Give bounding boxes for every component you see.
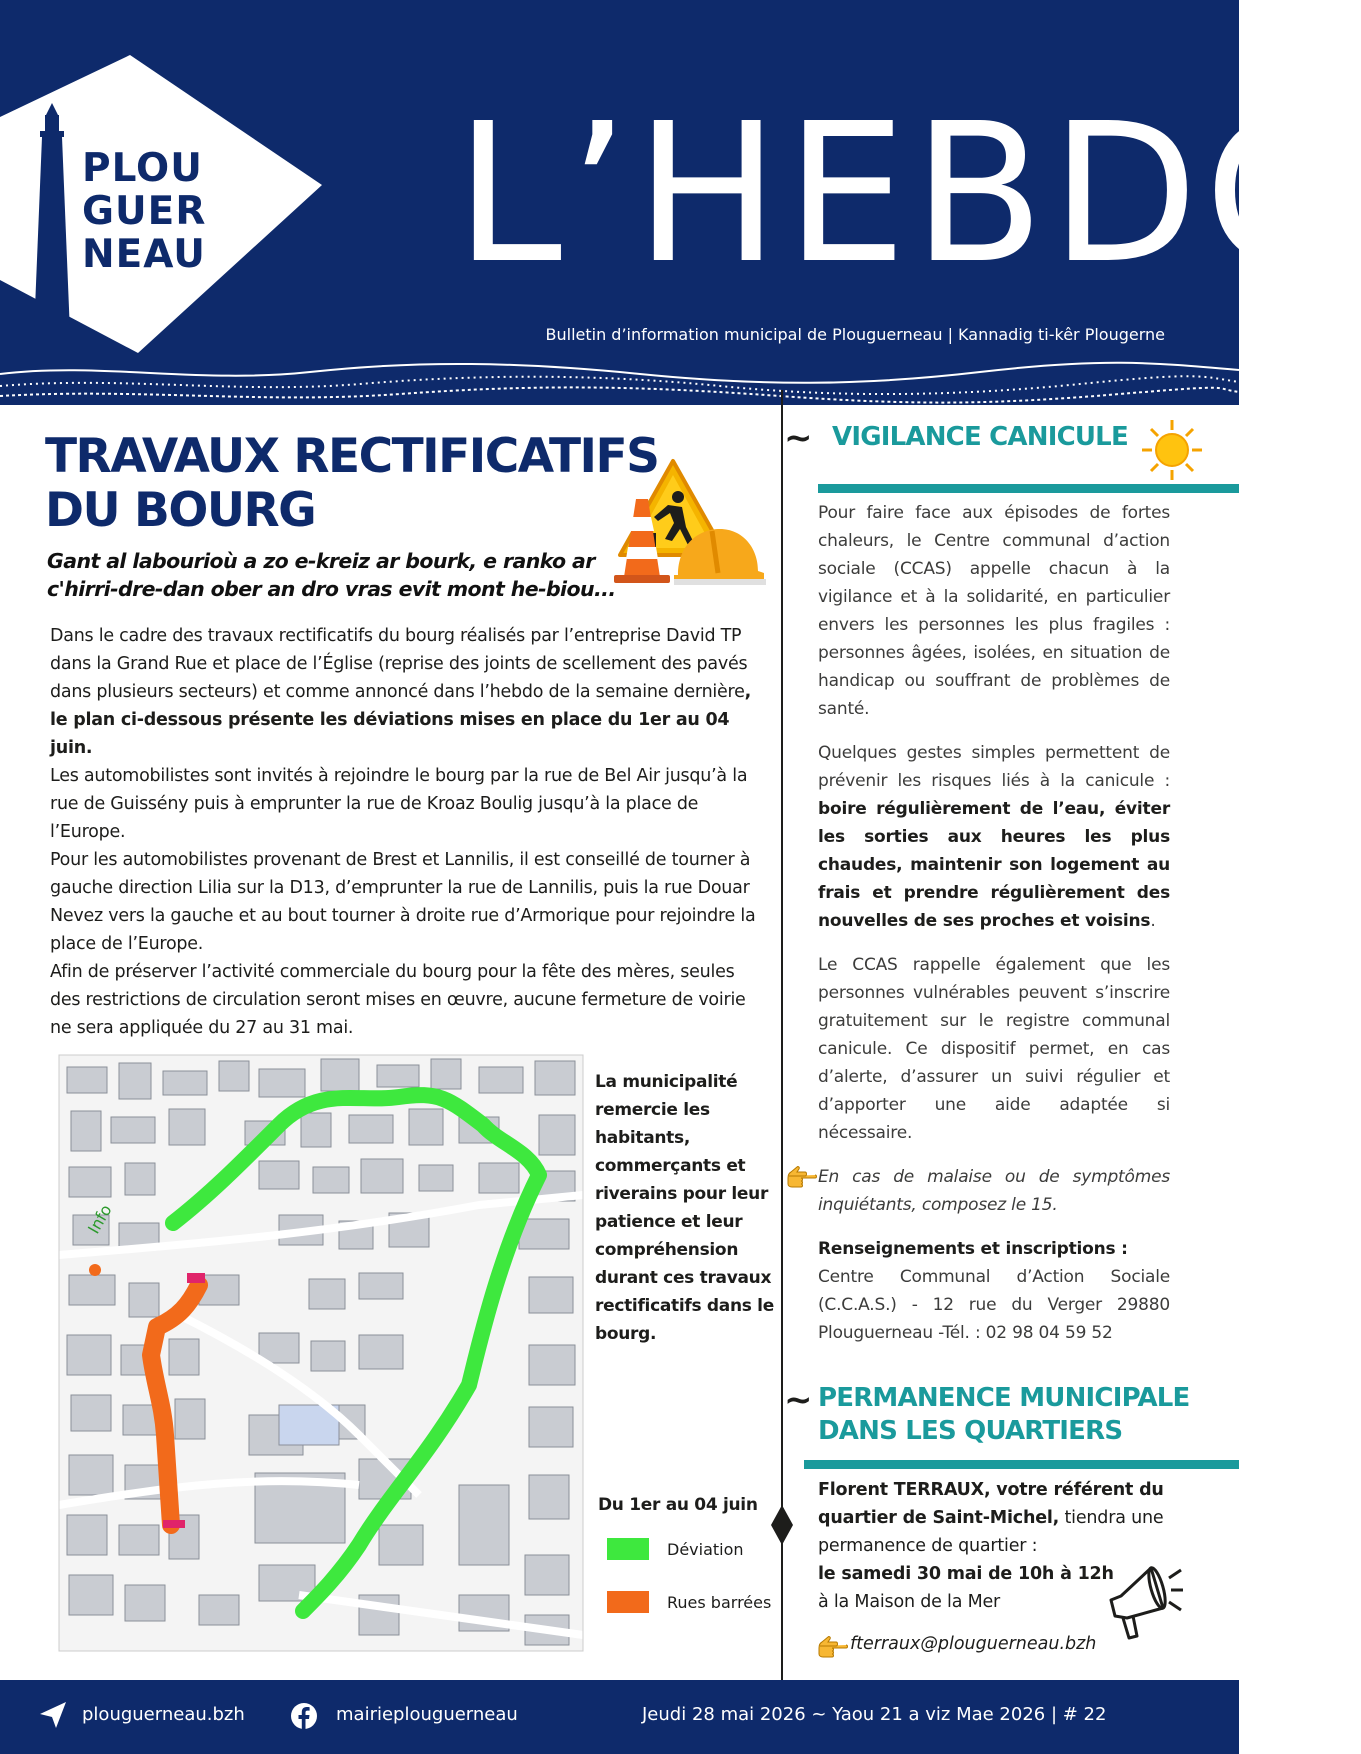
divider-diamond-ornament <box>771 1505 793 1545</box>
canicule-paragraph-3: Le CCAS rappelle également que les personnes vulnérables peuvent s’inscrire gratuitement sur le registre communal canicule. Ce dispositif permet, en cas d’alerte, d’assurer un suivi régulier et d’apporter une aide adaptée si nécessaire. <box>818 955 1170 1143</box>
permanence-heading-line-1: PERMANENCE MUNICIPALE <box>818 1383 1190 1413</box>
legend-swatch-closed <box>607 1591 649 1613</box>
canicule-p2-bold: boire régulièrement de l’eau, éviter les sorties aux heures les plus chaudes, maintenir son logement au frais et prendre régulièrement des nouvelles de ses proches et voisins <box>818 799 1170 931</box>
canicule-paragraph-1: Pour faire face aux épisodes de fortes chaleurs, le Centre communal d’action sociale (CCAS) appelle chacun à la vigilance et à la solidarité, en particulier envers les personnes les plus fragiles : personnes âgées, isolées, en situation de handicap ou souffrant de problèmes de santé. <box>818 503 1170 719</box>
permanence-heading-line-2: DANS LES QUARTIERS <box>818 1416 1123 1446</box>
canicule-emergency-note: En cas de malaise ou de symptômes inquiétants, composez le 15. <box>818 1167 1170 1215</box>
article-title-line-2: DU BOURG <box>45 483 316 538</box>
canicule-p2-end: . <box>1150 911 1156 931</box>
masthead-title: L’HEBDO <box>455 83 1361 306</box>
pointing-hand-icon <box>787 1166 817 1188</box>
article-paragraph-4: Afin de préserver l’activité commerciale du bourg pour la fête des mères, seules des restrictions de circulation seront mises en œuvre, aucune fermeture de voirie ne sera appliquée du 27 au 31 mai. <box>50 962 746 1038</box>
article-paragraph-3: Pour les automobilistes provenant de Brest et Lannilis, il est conseillé de tourner à gauche direction Lilia sur la D13, d’emprunter la rue de Lannilis, puis la rue Douar Nevez vers la gauche et au bout tourner à droite rue d’Armorique pour rejoindre la place de l’Europe. <box>50 850 756 954</box>
permanence-tilde-ornament: ~ <box>784 1380 813 1420</box>
legend-label-closed: Rues barrées <box>667 1592 772 1612</box>
canicule-contact <box>818 1235 1170 1347</box>
canicule-p2-text: Quelques gestes simples permettent de prévenir les risques liés à la canicule : <box>818 743 1170 791</box>
article-paragraph-1 <box>50 622 765 762</box>
logo-line-1: PLOU <box>82 146 203 191</box>
article-body <box>50 622 765 1042</box>
column-divider <box>781 390 783 1680</box>
logo-line-3: NEAU <box>82 232 206 277</box>
masthead-header <box>0 0 1361 405</box>
sun-icon <box>1140 418 1204 482</box>
logo-wordmark <box>82 147 206 276</box>
map-legend-title: Du 1er au 04 juin <box>598 1495 758 1515</box>
megaphone-icon <box>1105 1558 1185 1648</box>
permanence-teal-rule <box>804 1460 1239 1469</box>
masthead-tagline: Bulletin d’information municipal de Plouguerneau | Kannadig ti-kêr Plougerne <box>545 325 1165 344</box>
wave-decoration <box>0 360 1239 405</box>
canicule-heading: VIGILANCE CANICULE <box>832 422 1128 452</box>
canicule-contact-body: Centre Communal d’Action Sociale (C.C.A.S.) - 12 rue du Verger 29880 Plouguerneau -Tél. : 02 98 04 59 52 <box>818 1267 1170 1343</box>
plouguerneau-logo[interactable] <box>0 55 330 355</box>
article-subtitle-breton: Gant al labourioù a zo e-kreiz ar bourk, e ranko ar c'hirri-dre-dan ober an dro vras evit mont he-biou... <box>47 549 616 601</box>
legend-swatch-deviation <box>607 1538 649 1560</box>
deviation-map[interactable] <box>59 1055 583 1651</box>
article-paragraph-2: Les automobilistes sont invités à rejoindre le bourg par la rue de Bel Air jusqu’à la rue de Guissény puis à emprunter la rue de Kroaz Boulig jusqu’à la place de l’Europe. <box>50 766 748 842</box>
page-footer <box>0 1680 1239 1754</box>
article-p1-text: Dans le cadre des travaux rectificatifs du bourg réalisés par l’entreprise David TP dans la Grand Rue et place de l’Église (reprise des joints de scellement des pavés dans plusieurs secteurs) et comme annoncé dans l’hebdo de la semaine dernière <box>50 626 748 702</box>
canicule-paragraph-2 <box>818 739 1170 935</box>
send-icon <box>38 1700 68 1730</box>
canicule-contact-title: Renseignements et inscriptions : <box>818 1239 1128 1259</box>
footer-date-issue: Jeudi 28 mai 2026 ~ Yaou 21 a viz Mae 2026 | # 22 <box>642 1704 1107 1725</box>
roadwork-icon <box>608 455 768 595</box>
canicule-teal-rule <box>818 484 1239 493</box>
permanence-email-link[interactable]: fterraux@plouguerneau.bzh <box>850 1634 1097 1654</box>
thanks-note: La municipalité remercie les habitants, commerçants et riverains pour leur patience et leur compréhension durant ces travaux rectificatifs dans le bourg. <box>595 1072 774 1344</box>
footer-facebook-link[interactable]: mairieplouguerneau <box>336 1704 518 1725</box>
pointing-hand-icon <box>818 1636 848 1658</box>
map-info-label: Info <box>84 1201 116 1237</box>
article-p1-bold: , le plan ci-dessous présente les déviations mises en place du 1er au 04 juin. <box>50 682 752 758</box>
permanence-referent: Florent TERRAUX, votre référent du quartier de Saint-Michel, <box>818 1480 1164 1528</box>
article-title <box>45 430 658 538</box>
legend-item-deviation <box>607 1538 744 1560</box>
canicule-body <box>818 499 1170 1347</box>
article-title-line-1: TRAVAUX RECTIFICATIFS <box>45 429 659 484</box>
permanence-place: à la Maison de la Mer <box>818 1592 1001 1612</box>
logo-line-2: GUER <box>82 189 207 234</box>
footer-website-link[interactable]: plouguerneau.bzh <box>82 1704 245 1725</box>
permanence-date: le samedi 30 mai de 10h à 12h <box>818 1564 1114 1584</box>
legend-item-closed <box>607 1591 771 1613</box>
permanence-text-1: tiendra une permanence de quartier : <box>818 1508 1164 1556</box>
facebook-icon <box>290 1702 318 1730</box>
canicule-tilde-ornament: ~ <box>784 418 813 458</box>
legend-label-deviation: Déviation <box>667 1539 744 1559</box>
permanence-heading <box>818 1382 1190 1448</box>
